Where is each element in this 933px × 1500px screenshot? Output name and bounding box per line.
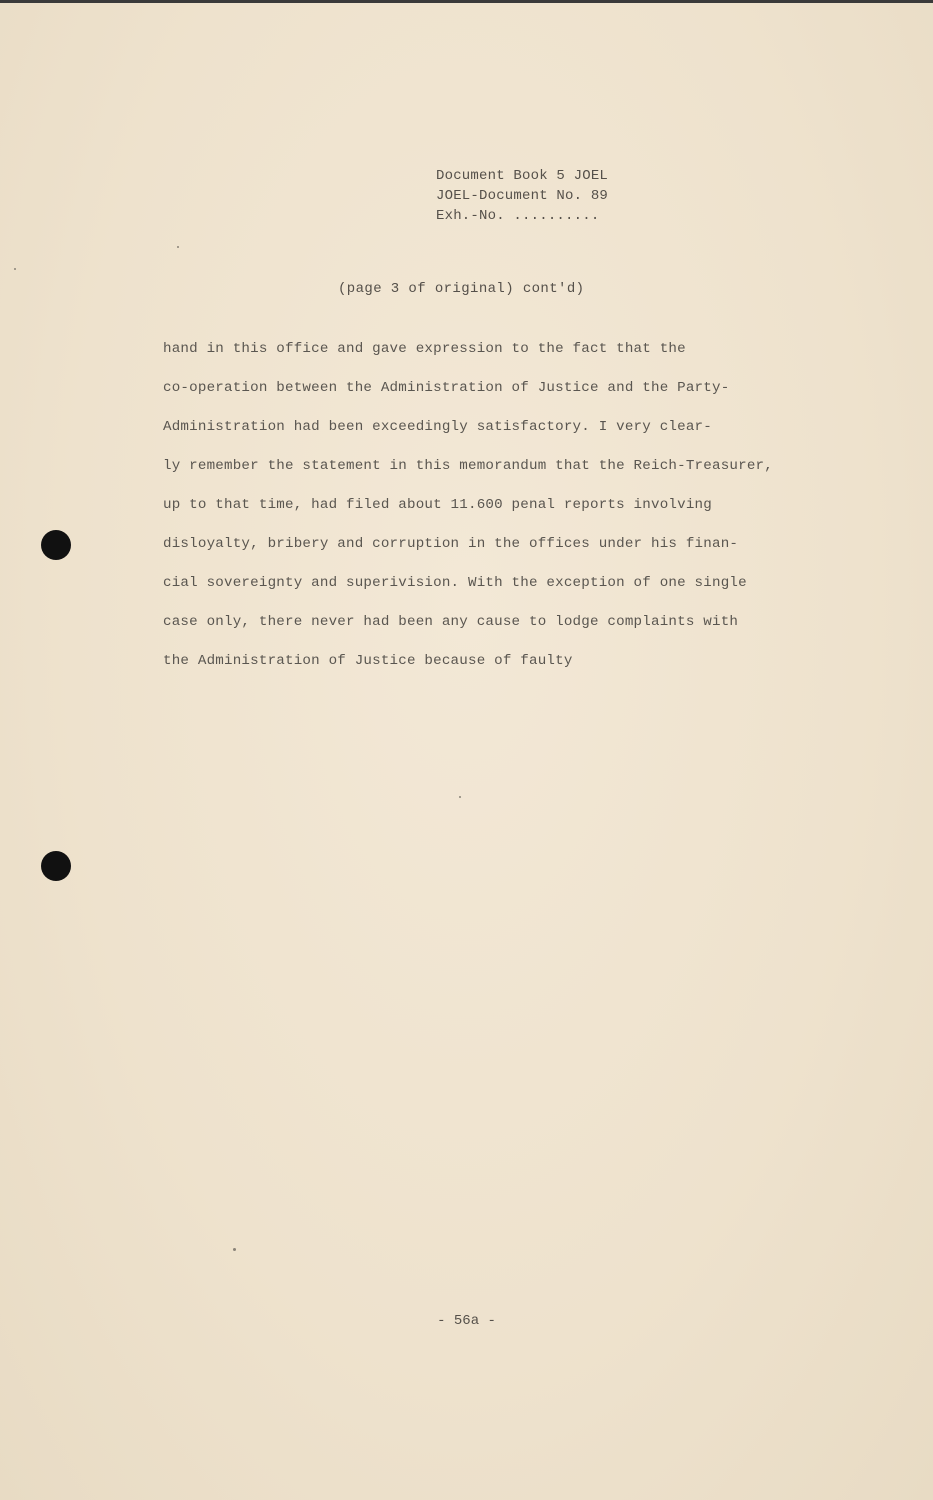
page-number: - 56a - bbox=[437, 1313, 496, 1329]
body-line: disloyalty, bribery and corruption in the offices under his finan- bbox=[163, 536, 739, 552]
paper-speck bbox=[14, 268, 16, 270]
header-document-book: Document Book 5 JOEL bbox=[436, 168, 609, 184]
punch-hole bbox=[41, 530, 71, 560]
document-header bbox=[436, 166, 608, 226]
header-exhibit-number: Exh.-No. .......... bbox=[436, 208, 600, 224]
paper-speck bbox=[233, 1248, 236, 1251]
paper-speck bbox=[177, 246, 179, 248]
header-document-number: JOEL-Document No. 89 bbox=[436, 188, 609, 204]
scan-top-edge bbox=[0, 0, 933, 3]
body-line: cial sovereignty and superivision. With the exception of one single bbox=[163, 575, 747, 591]
paper-speck bbox=[459, 796, 461, 798]
body-line: up to that time, had filed about 11.600 penal reports involving bbox=[163, 497, 712, 513]
body-line: ly remember the statement in this memorandum that the Reich-Treasurer, bbox=[163, 458, 773, 474]
body-line: Administration had been exceedingly satisfactory. I very clear- bbox=[163, 419, 712, 435]
body-line: co-operation between the Administration of Justice and the Party- bbox=[163, 380, 730, 396]
page-continuation-note: (page 3 of original) cont'd) bbox=[338, 281, 585, 297]
punch-hole bbox=[41, 851, 71, 881]
body-line: the Administration of Justice because of faulty bbox=[163, 653, 573, 669]
body-line: case only, there never had been any cause to lodge complaints with bbox=[163, 614, 739, 630]
body-text bbox=[163, 338, 853, 689]
body-line: hand in this office and gave expression to the fact that the bbox=[163, 341, 686, 357]
